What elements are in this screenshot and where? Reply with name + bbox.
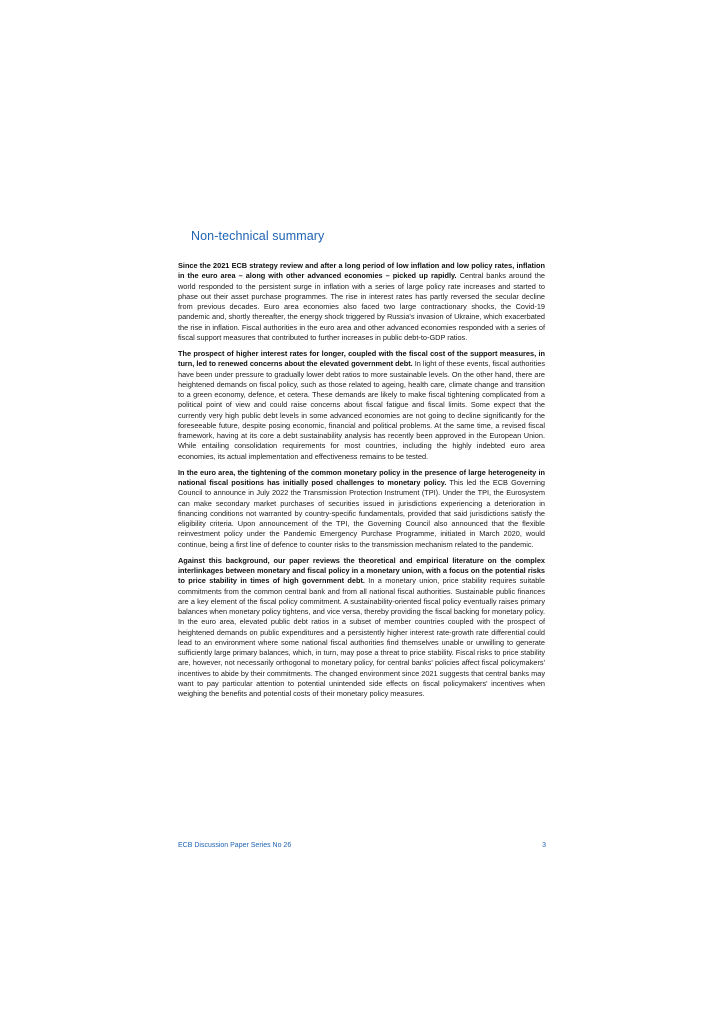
paragraph-1 (178, 261, 545, 343)
paragraph-4-lead: Against this background, our paper reviews the theoretical and empirical literature on the complex interlinkages between monetary and fiscal policy in a monetary union, with a focus on the potential risks to price stability in times of high government debt. (178, 555, 545, 586)
paragraph-1-lead: Since the 2021 ECB strategy review and after a long period of low inflation and low policy rates, inflation in the euro area – along with other advanced economies – picked up rapidly. (178, 261, 545, 281)
section-title: Non-technical summary (191, 229, 325, 243)
paragraph-3-text: This led the ECB Governing Council to announce in July 2022 the Transmission Protection Instrument (TPI). Under the TPI, the Eurosystem can make secondary market purchases of securities issued in jurisdictions experiencing a deterioration in financing conditions not warranted by country-specific fundamentals, provided that said jurisdictions satisfy the eligibility criteria. Upon announcement of the TPI, the Governing Council also announced that the flexible reinvestment policy under the Pandemic Emergency Purchase Programme, initiated in March 2020, would continue, being a first line of defence to counter risks to the transmission mechanism related to the pandemic. (178, 478, 545, 549)
footer-series-label: ECB Discussion Paper Series No 26 (178, 842, 292, 849)
paragraph-2-lead: The prospect of higher interest rates for longer, coupled with the fiscal cost of the support measures, in turn, led to renewed concerns about the elevated government debt. (178, 349, 545, 369)
paragraph-2 (178, 349, 545, 462)
summary-body (178, 261, 545, 705)
paragraph-3-lead: In the euro area, the tightening of the common monetary policy in the presence of large heterogeneity in national fiscal positions has initially posed challenges to monetary policy. (178, 467, 545, 487)
footer-page-number: 3 (542, 842, 546, 849)
paragraph-3 (178, 468, 545, 550)
paragraph-1-text: Central banks around the world responded to the persistent surge in inflation with a series of large policy rate increases and started to phase out their asset purchase programmes. The rise in interest rates has partly reversed the secular decline from previous decades. Euro area economies also faced two large contractionary shocks, the Covid-19 pandemic and, shortly thereafter, the energy shock triggered by Russia's invasion of Ukraine, which exacerbated the rise in inflation. Fiscal authorities in the euro area and other advanced economies responded with a series of fiscal support measures that contributed to further increases in public debt-to-GDP ratios. (178, 271, 545, 342)
paragraph-2-text: In light of these events, fiscal authorities have been under pressure to gradually lower debt ratios to more sustainable levels. On the other hand, there are heightened demands on fiscal policy, such as those related to ageing, health care, climate change and transition to a green economy, defence, et cetera. These demands are likely to make fiscal tightening complicated from a political point of view and could raise concerns about fiscal fatigue and fiscal limits. Some expect that the currently very high public debt levels in some advanced economies are not going to decline significantly for the foreseeable future, despite posing economic, financial and political problems. At the same time, a revised fiscal framework, having at its core a debt sustainability analysis has recently been approved in the European Union. While entailing consolidation requirements for most countries, including the highly indebted euro area economies, its actual implementation and effectiveness remains to be tested. (178, 359, 545, 461)
paragraph-4 (178, 556, 545, 700)
paragraph-4-text: In a monetary union, price stability requires suitable commitments from the common central bank and from all national fiscal authorities. Sustainable public finances are a key element of the fiscal policy commitment. A sustainability-oriented fiscal policy eventually raises primary balances when monetary policy tightens, and vice versa, thereby providing the fiscal backing for monetary policy. In the euro area, elevated public debt ratios in a subset of member countries coupled with the prospect of heightened demands on public expenditures and a persistently higher interest rate-growth rate differential could lead to an environment where some national fiscal authorities find themselves unable or unwilling to generate sufficiently large primary balances, which, in turn, may pose a threat to price stability. Fiscal risks to price stability are, however, not necessarily orthogonal to monetary policy, for central banks' policies affect fiscal policymakers' incentives to abide by their commitments. The changed environment since 2021 suggests that central banks may want to pay particular attention to potential unintended side effects on fiscal policymakers' incentives when weighing the benefits and potential costs of their monetary policy measures. (178, 576, 545, 698)
